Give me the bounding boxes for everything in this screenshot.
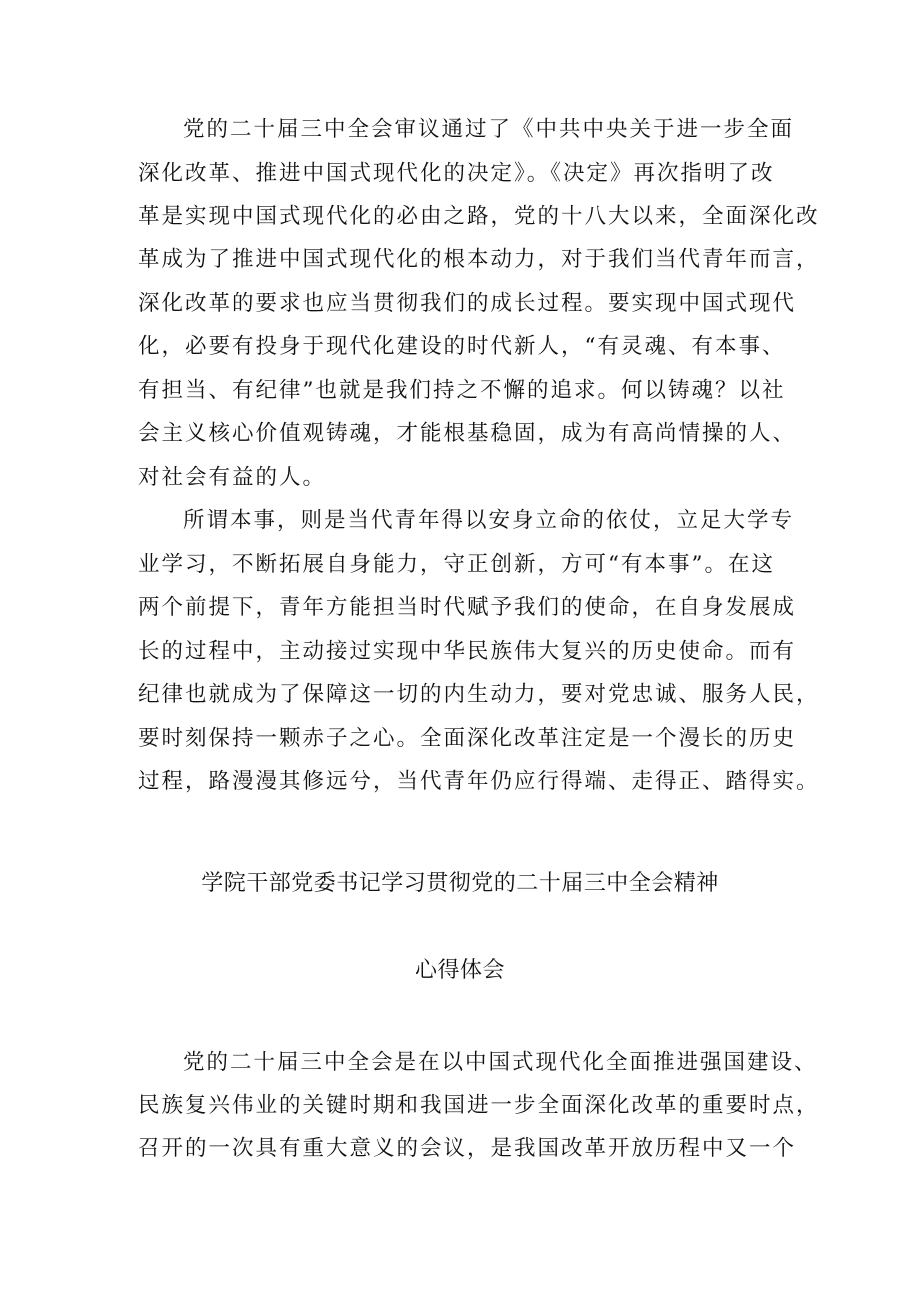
text-line: 有担当、有纪律”也就是我们持之不懈的追求。何以铸魂？以社 bbox=[138, 378, 786, 403]
text-line: 革是实现中国式现代化的必由之路，党的十八大以来，全面深化改 bbox=[138, 204, 820, 229]
text-line: 会主义核心价值观铸魂，才能根基稳固，成为有高尚情操的人、 bbox=[138, 421, 797, 446]
text-line: 业学习，不断拓展自身能力，守正创新，方可“有本事”。在这 bbox=[138, 552, 775, 577]
text-line: 党的二十届三中全会审议通过了《中共中央关于进一步全面 bbox=[183, 117, 795, 142]
text-line: 民族复兴伟业的关键时期和我国进一步全面深化改革的重要时点， bbox=[138, 1093, 820, 1118]
text-line: 革成为了推进中国式现代化的根本动力，对于我们当代青年而言， bbox=[138, 247, 820, 272]
text-line: 所谓本事，则是当代青年得以安身立命的依仗，立足大学专 bbox=[183, 508, 795, 533]
text-line: 深化改革、推进中国式现代化的决定》。《决定》再次指明了改 bbox=[138, 161, 775, 186]
text-line: 对社会有益的人。 bbox=[138, 465, 327, 490]
text-line: 党的二十届三中全会是在以中国式现代化全面推进强国建设、 bbox=[183, 1050, 818, 1075]
section-title: 学院干部党委书记学习贯彻党的二十届三中全会精神 bbox=[201, 871, 719, 896]
text-line: 召开的一次具有重大意义的会议，是我国改革开放历程中又一个 bbox=[138, 1136, 797, 1161]
text-line: 化，必要有投身于现代化建设的时代新人，“有灵魂、有本事、 bbox=[138, 334, 786, 359]
text-line: 过程，路漫漫其修远兮，当代青年仍应行得端、走得正、踏得实。 bbox=[138, 769, 820, 794]
text-line: 纪律也就成为了保障这一切的内生动力，要对党忠诚、服务人民， bbox=[138, 682, 820, 707]
text-line: 长的过程中，主动接过实现中华民族伟大复兴的历史使命。而有 bbox=[138, 639, 797, 664]
text-line: 深化改革的要求也应当贯彻我们的成长过程。要实现中国式现代 bbox=[138, 291, 797, 316]
section-subtitle: 心得体会 bbox=[414, 958, 505, 983]
text-line: 要时刻保持一颗赤子之心。全面深化改革注定是一个漫长的历史 bbox=[138, 726, 797, 751]
text-line: 两个前提下，青年方能担当时代赋予我们的使命，在自身发展成 bbox=[138, 595, 797, 620]
